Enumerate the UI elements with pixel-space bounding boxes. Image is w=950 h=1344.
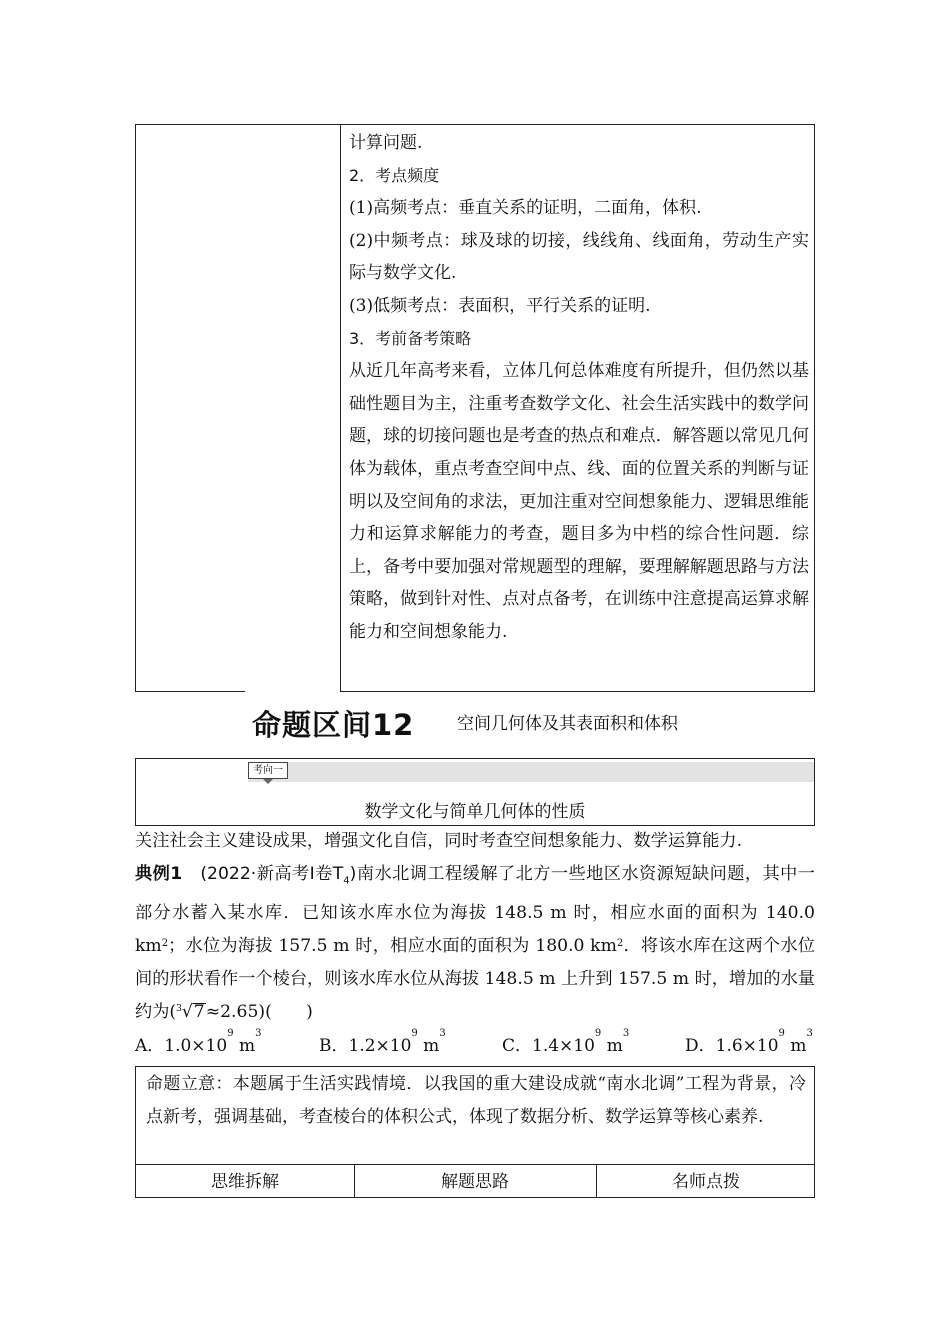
intro-text: 关注社会主义建设成果，增强文化自信，同时考查空间想象能力、数学运算能力.	[135, 831, 743, 851]
intent-text	[146, 1068, 806, 1133]
heading-frequency: 2．考点频度	[349, 165, 440, 185]
direction-tag-bar	[248, 762, 814, 782]
strategy-paragraph: 从近几年高考来看，立体几何总体难度有所提升，但仍然以基础性题目为主，注重考查数学文化、社会生活实践中的数学问题，球的切接问题也是考查的热点和难点．解答题以常见几何体为载体，重点考查空间中点、线、面的位置关系的判断与证明以及空间角的求法，更加注重对空间想象能力、逻辑思维能力和运算求解能力的考查，题目多为中档的综合性问题．综上，备考中要加强对常规题型的理解，要理解解题思路与方法策略，做到针对性、点对点备考，在训练中注意提高运算求解能力和空间想象能力.	[349, 361, 809, 642]
example-text-d: ≈2.65)( )	[205, 1002, 313, 1023]
top-table	[135, 124, 815, 691]
option-b[interactable]: B．$1.2\times 10^9$ $m^3$	[319, 1028, 446, 1056]
intent-table	[135, 1066, 815, 1198]
direction-title: 数学文化与简单几何体的性质	[364, 802, 586, 822]
caret-down-icon	[263, 779, 273, 784]
example-problem: 典例1 (2022·新高考Ⅰ卷$T_4$)南水北调工程缓解了北方一些地区水资源短缺问题，其中一部分水蓄入某水库．已知该水库水位为海拔 148.5 m 时，相应水面的面积为 140.0 $km^2$；水位为海拔 157.5 m 时，相应水面的面积为 180.0 $km^2$．将该水库在这两个水位间的形状看作一个棱台，则该水库水位从海拔 148.5 m 上升到 157.5 m 时，增加的水量约为($^3$√7≈2.65)( )	[135, 864, 815, 1023]
section-title: 命题区间12	[252, 708, 415, 742]
example-text-c: ．将该水库在这两个水位间的形状看作一个棱台，则该水库水位从海拔 148.5 m 上升到 157.5 m 时，增加的水量约为(	[135, 936, 815, 1023]
header-thinking: 思维拆解	[211, 1172, 279, 1192]
option-a[interactable]: A．$1.0\times 10^9$ $m^3$	[135, 1028, 262, 1056]
continued-line: 计算问题.	[349, 133, 423, 153]
high-frequency-points: (1)高频考点：垂直关系的证明，二面角，体积.	[349, 198, 702, 219]
mid-frequency-points: (2)中频考点：球及球的切接，线线角、线面角，劳动生产实际与数学文化.	[349, 230, 809, 284]
direction-tag: 考向一	[248, 762, 288, 779]
low-frequency-points: (3)低频考点：表面积，平行关系的证明.	[349, 295, 651, 316]
radical-body: 7	[193, 1002, 205, 1023]
exam-analysis-column	[349, 127, 809, 649]
radical-index: 3	[176, 1004, 182, 1015]
heading-strategy: 3．考前备考策略	[349, 328, 472, 348]
radical-icon: √	[181, 1002, 193, 1023]
intent-body: 本题属于生活实践情境．以我国的重大建设成就“南水北调”工程为背景，冷点新考，强调基础，考查棱台的体积公式，体现了数据分析、数学运算等核心素养.	[146, 1074, 806, 1127]
example-text-a: 南水北调工程缓解了北方一些地区水资源短缺问题，其中一部分水蓄入某水库．已知该水库水位为海拔 148.5 m 时，相应水面的面积为 140.0 km	[135, 864, 815, 957]
example-text-b: ；水位为海拔 157.5 m 时，相应水面的面积为 180.0 km	[168, 936, 617, 957]
section-subtitle: 空间几何体及其表面积和体积	[457, 714, 678, 734]
option-d[interactable]: D．$1.6\times 10^9$ $m^3$	[685, 1028, 813, 1056]
header-approach: 解题思路	[441, 1172, 509, 1192]
option-c[interactable]: C．$1.4\times 10^9$ $m^3$	[502, 1028, 630, 1056]
table-bottom-border-left	[135, 691, 245, 692]
example-label: 典例1	[135, 864, 183, 884]
example-source: (2022·新高考Ⅰ卷$T_4$)	[200, 864, 357, 887]
header-tips: 名师点拨	[672, 1172, 740, 1192]
table-bottom-border-right	[340, 691, 815, 692]
header-row-border	[136, 1164, 814, 1165]
table-column-divider	[340, 125, 341, 691]
direction-box	[135, 758, 815, 826]
intent-label: 命题立意：	[146, 1074, 233, 1094]
